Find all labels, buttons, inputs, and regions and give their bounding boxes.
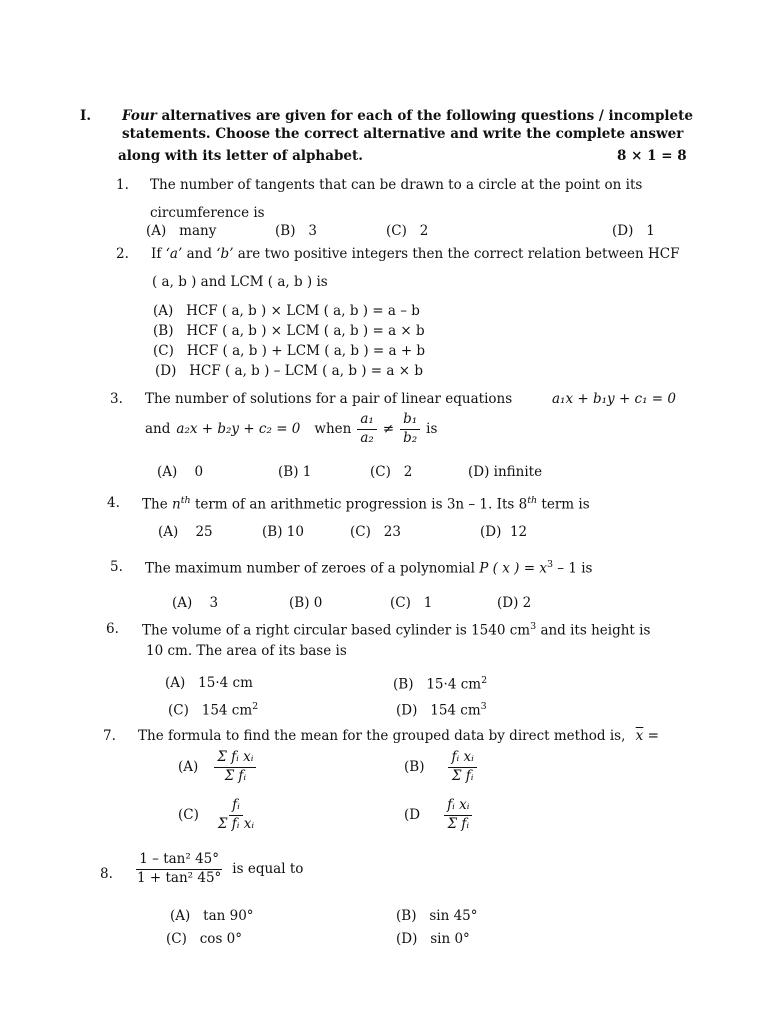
q5-option-b[interactable] [289, 595, 322, 611]
option-text: 2 [522, 595, 532, 611]
option-label: (A) [153, 303, 174, 319]
option-text: 0 [194, 464, 204, 480]
q1-option-b[interactable] [275, 223, 317, 239]
q4-th-2: th [527, 495, 538, 506]
q5-option-a[interactable] [172, 595, 218, 611]
question-1-number: 1. [116, 177, 129, 193]
option-text: 154 cm [201, 702, 253, 719]
fraction-numerator: 1 – tan² 45° [136, 852, 222, 870]
question-2-number: 2. [116, 246, 129, 262]
option-label: (A) [178, 759, 199, 776]
question-3-number: 3. [110, 391, 123, 407]
q3-option-d[interactable] [468, 464, 542, 480]
option-text: 10 [286, 524, 304, 540]
q7-text: The formula to find the mean for the grouped data by direct method is, [138, 728, 626, 744]
option-text: 1 [302, 464, 312, 480]
q4-text-the: The [142, 496, 168, 513]
q5-exponent: 3 [546, 559, 553, 570]
q5-polynomial: P ( x ) = [479, 560, 536, 577]
q1-option-d[interactable] [612, 223, 655, 239]
question-2-line-1 [151, 246, 679, 262]
question-3-line-2 [145, 412, 437, 446]
option-text: sin 45° [429, 908, 478, 924]
q7-x-bar: $\overline{x}$ [635, 728, 644, 744]
option-fraction [214, 750, 256, 784]
option-text: HCF ( a, b ) × LCM ( a, b ) = a × b [186, 323, 425, 339]
q1-option-c[interactable] [386, 223, 428, 239]
q2-text-and: and [186, 246, 212, 262]
q4-text-term: term of an arithmetic progression is [194, 496, 443, 513]
q2-var-a: ‘a’ [165, 246, 183, 262]
option-text: 15·4 cm [198, 675, 253, 691]
option-text: tan 90° [203, 908, 254, 924]
fraction-denominator: Σ fᵢ [224, 767, 247, 784]
option-text: 12 [509, 524, 528, 540]
q3-option-c[interactable] [370, 464, 412, 480]
option-text: 3 [209, 595, 219, 611]
option-text: 3 [308, 223, 317, 239]
q2-option-b[interactable] [153, 323, 425, 339]
question-3-line-1: The number of solutions for a pair of linear equations [145, 391, 513, 407]
q5-option-d[interactable] [497, 595, 531, 611]
q3-text-and: and [145, 421, 171, 438]
option-label: (A) [157, 464, 178, 480]
question-8-number: 8. [100, 866, 113, 882]
q5-text: The maximum number of zeroes of a polynomial [145, 560, 475, 577]
q6-text-b: and its height is [540, 622, 651, 639]
option-label: (D [404, 807, 421, 824]
instruction-line-3: along with its letter of alphabet. [118, 148, 363, 164]
fraction-numerator: Σ fᵢ xᵢ [214, 750, 256, 768]
q3-fraction-a [357, 412, 376, 446]
q5-text-end: – 1 is [557, 560, 593, 577]
option-label: (C) [370, 464, 391, 480]
option-label: (C) [350, 524, 371, 540]
option-text: 154 cm [430, 702, 481, 719]
q4-th: th [180, 495, 191, 506]
question-4-number: 4. [107, 495, 120, 511]
q2-option-d[interactable] [155, 363, 423, 379]
question-5-number: 5. [110, 559, 123, 575]
option-text: many [179, 223, 217, 239]
option-text: 0 [313, 595, 323, 611]
option-text: HCF ( a, b ) × LCM ( a, b ) = a – b [186, 303, 420, 319]
option-label: (A) [170, 908, 191, 924]
fraction-numerator: b₁ [400, 412, 420, 430]
option-label: (A) [165, 675, 186, 691]
question-1-line-2: circumference is [150, 205, 265, 221]
question-8-line-1 [134, 852, 303, 886]
q5-x: x [539, 560, 547, 577]
q7-option-a[interactable] [178, 750, 256, 784]
option-text: 15·4 cm [426, 676, 482, 693]
question-6-number: 6. [106, 621, 119, 637]
question-6-line-1 [142, 621, 650, 639]
option-text: 2 [419, 223, 429, 239]
option-label: (C) [168, 702, 189, 719]
option-label: (C) [166, 931, 187, 947]
q7-equals: = [647, 728, 659, 744]
option-fraction [215, 798, 257, 832]
instruction-line-1-rest: alternatives are given for each of the following questions / incomplete [161, 108, 693, 124]
q6-option-b[interactable] [393, 675, 487, 693]
q4-text-its: Its 8 [496, 496, 528, 513]
option-label: (A) [146, 223, 167, 239]
q2-var-b: ‘b’ [216, 246, 234, 262]
option-label: (C) [386, 223, 407, 239]
q5-option-c[interactable] [390, 595, 432, 611]
q7-option-c[interactable] [178, 798, 257, 832]
option-label: (B) [278, 464, 299, 480]
instruction-emphasis: Four [122, 108, 157, 124]
fraction-numerator: fᵢ [229, 798, 243, 816]
option-label: (D) [155, 363, 177, 379]
q6-exponent: 3 [530, 621, 537, 632]
option-label: (B) [153, 323, 174, 339]
section-numeral: I. [80, 108, 92, 124]
instruction-line-2: statements. Choose the correct alternative and write the complete answer [122, 126, 684, 142]
option-text: 1 [423, 595, 433, 611]
option-label: (B) [289, 595, 310, 611]
option-label: (A) [158, 524, 179, 540]
q8-fraction [134, 852, 224, 886]
q3-fraction-b [400, 412, 420, 446]
q4-text-term-is: term is [541, 496, 590, 513]
fraction-denominator: Σ fᵢ [447, 815, 470, 832]
fraction-numerator: fᵢ xᵢ [448, 750, 476, 768]
q1-option-a[interactable] [146, 223, 216, 239]
option-text: 25 [195, 524, 213, 540]
option-label: (B) [262, 524, 283, 540]
q2-text-if: If [151, 246, 162, 262]
question-2-line-2: ( a, b ) and LCM ( a, b ) is [152, 274, 328, 290]
fraction-denominator: a₂ [360, 429, 374, 446]
q6-option-a[interactable] [165, 675, 253, 691]
question-7-line-1 [138, 728, 659, 744]
q2-text-rest: are two positive integers then the correct relation between HCF [237, 246, 680, 262]
option-label: (C) [178, 807, 199, 824]
fraction-denominator: 1 + tan² 45° [137, 869, 222, 886]
option-label: (D) [497, 595, 519, 611]
q3-text-when: when [314, 421, 352, 438]
fraction-numerator: fᵢ xᵢ [444, 798, 472, 816]
q8-option-b[interactable] [396, 908, 478, 924]
q3-text-is: is [426, 421, 438, 438]
q3-option-a[interactable] [157, 464, 203, 480]
question-5-line-1 [145, 559, 592, 577]
option-label: (A) [172, 595, 193, 611]
fraction-denominator: b₂ [403, 429, 418, 446]
option-label: (D) [396, 702, 418, 719]
option-label: (C) [390, 595, 411, 611]
q4-expression: 3n – 1. [446, 496, 493, 513]
q6-option-c[interactable] [168, 701, 258, 719]
option-label: (D) [468, 464, 490, 480]
q3-not-equal: ≠ [382, 421, 395, 438]
instruction-line-1 [122, 108, 693, 124]
q4-option-d[interactable] [480, 524, 527, 540]
question-4-line-1 [142, 495, 590, 513]
q6-option-d[interactable] [396, 701, 487, 719]
fraction-denominator: Σ fᵢ xᵢ [217, 815, 255, 832]
option-label: (C) [153, 343, 174, 359]
q7-option-b[interactable] [404, 750, 477, 784]
q7-option-d[interactable] [404, 798, 472, 832]
q4-option-c[interactable] [350, 524, 401, 540]
q8-text: is equal to [232, 861, 304, 878]
q8-option-a[interactable] [170, 908, 254, 924]
fraction-denominator: Σ fᵢ [451, 767, 474, 784]
option-label: (B) [396, 908, 417, 924]
option-label: (B) [275, 223, 296, 239]
option-text: 2 [403, 464, 413, 480]
option-label: (D) [480, 524, 502, 540]
option-text: cos 0° [199, 931, 242, 947]
option-text: sin 0° [430, 931, 470, 947]
marks-label: 8 × 1 = 8 [617, 148, 687, 164]
q4-option-a[interactable] [158, 524, 213, 540]
option-text: HCF ( a, b ) – LCM ( a, b ) = a × b [189, 363, 423, 379]
q3-option-b[interactable] [278, 464, 311, 480]
q8-option-d[interactable] [396, 931, 470, 947]
fraction-numerator: a₁ [357, 412, 376, 430]
option-text: infinite [493, 464, 543, 480]
option-text: HCF ( a, b ) + LCM ( a, b ) = a + b [186, 343, 426, 359]
option-superscript: 2 [252, 701, 259, 712]
q8-option-c[interactable] [166, 931, 242, 947]
option-fraction [448, 750, 476, 784]
option-superscript: 2 [481, 675, 488, 686]
q4-option-b[interactable] [262, 524, 304, 540]
question-7-number: 7. [103, 728, 116, 744]
q6-text-a: The volume of a right circular based cylinder is 1540 cm [142, 622, 531, 639]
q3-equation-2: a₂x + b₂y + c₂ = 0 [176, 421, 301, 438]
option-label: (D) [612, 223, 634, 239]
question-1-line-1: The number of tangents that can be drawn to a circle at the point on its [150, 177, 643, 193]
q2-option-c[interactable] [153, 343, 425, 359]
option-fraction [444, 798, 472, 832]
option-text: 1 [646, 223, 655, 239]
option-label: (D) [396, 931, 418, 947]
q3-equation-1: a₁x + b₁y + c₁ = 0 [552, 391, 676, 407]
question-6-line-2: 10 cm. The area of its base is [146, 643, 347, 659]
option-text: 23 [383, 524, 401, 540]
q4-n: n [172, 496, 181, 513]
option-label: (B) [404, 759, 425, 776]
option-superscript: 3 [480, 701, 487, 712]
q2-option-a[interactable] [153, 303, 420, 319]
option-label: (B) [393, 676, 414, 693]
